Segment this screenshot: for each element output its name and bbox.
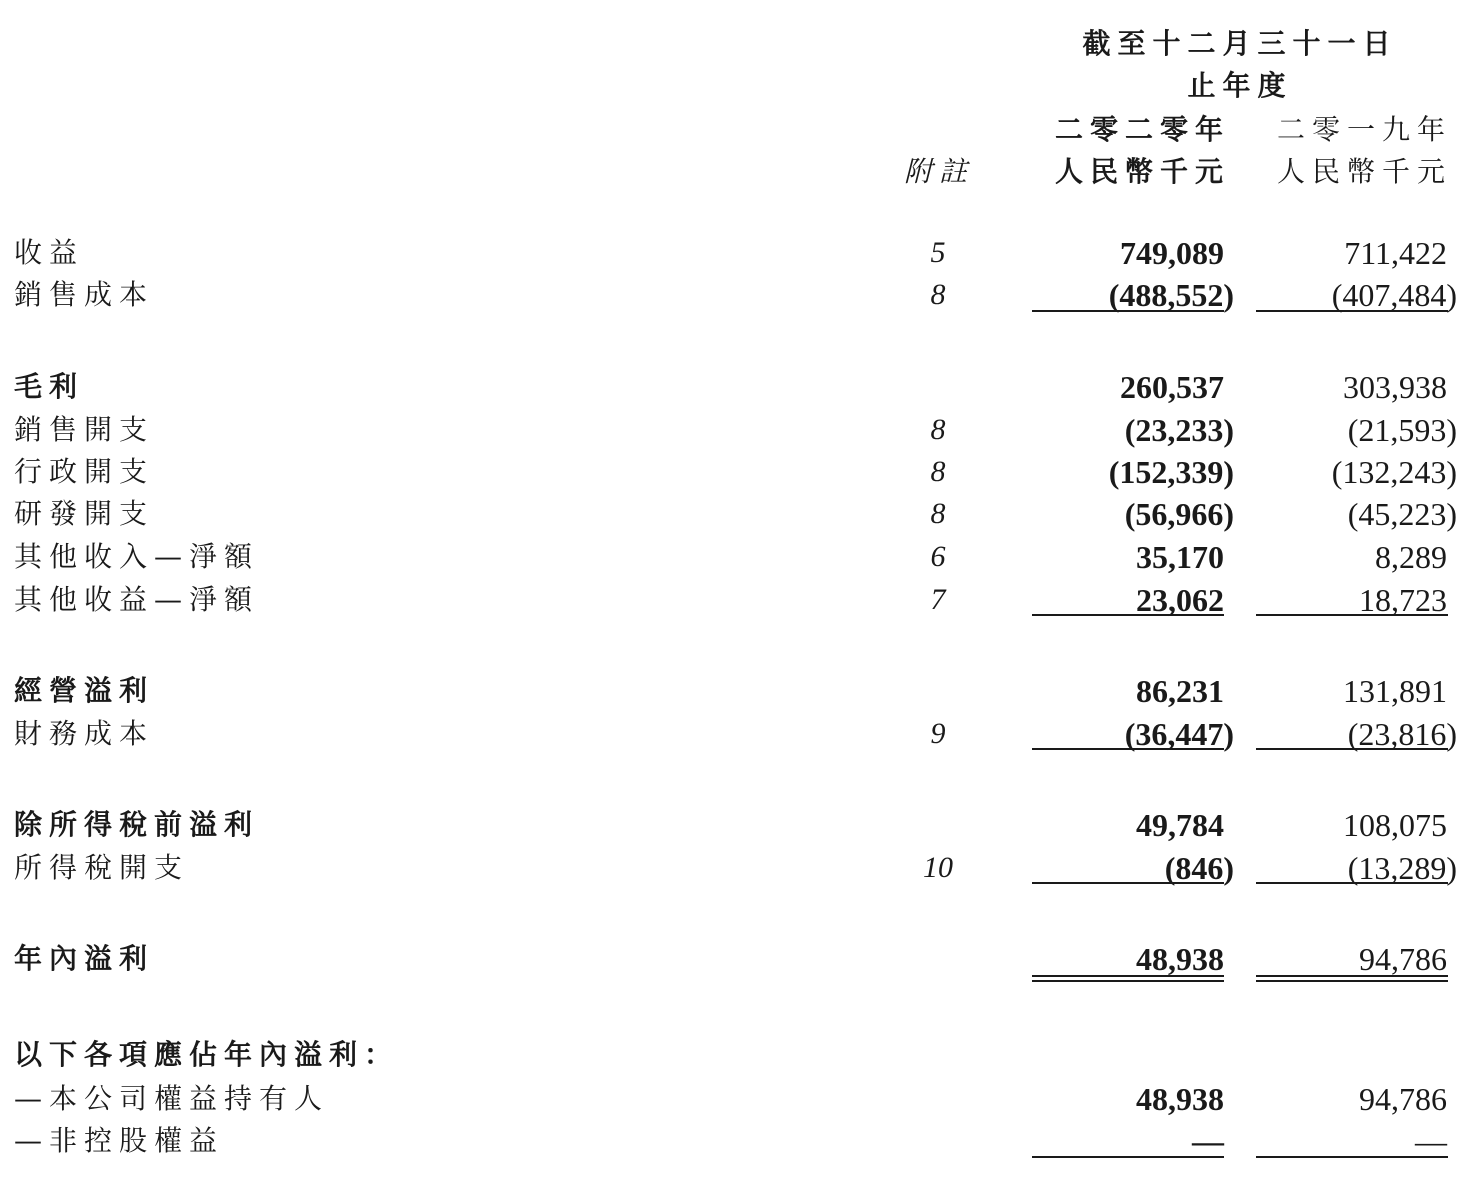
row-note: 5 (930, 236, 946, 269)
row-label: 行政開支 (14, 455, 155, 488)
row-value-2019: 94,786 (1359, 941, 1447, 977)
col-2020-year: 二零二零年 (1054, 113, 1230, 146)
row-value-2019: 711,422 (1344, 235, 1447, 271)
total-double-rule (1256, 975, 1448, 982)
row-value-2019: 303,938 (1343, 369, 1447, 405)
row-label: 收益 (14, 236, 85, 269)
row-value-2020: (56,966) (1124, 496, 1234, 532)
row-label: 除所得稅前溢利 (14, 808, 260, 841)
row-value-2019: (13,289) (1347, 850, 1457, 886)
row-label: 其他收益—淨額 (14, 583, 260, 616)
subtotal-rule (1256, 614, 1448, 616)
row-note: 8 (930, 413, 946, 446)
row-value-2020: 35,170 (1136, 539, 1224, 575)
row-value-2019: (45,223) (1347, 496, 1457, 532)
row-value-2020: 48,938 (1136, 1081, 1224, 1117)
row-note: 8 (930, 278, 946, 311)
row-value-2020: (36,447) (1124, 716, 1234, 752)
row-value-2019: 108,075 (1343, 807, 1447, 843)
period-header-line1: 截至十二月三十一日 (1082, 27, 1398, 60)
row-value-2020: 48,938 (1136, 941, 1224, 977)
row-label: 所得稅開支 (14, 851, 190, 884)
subtotal-rule (1032, 882, 1224, 884)
row-note: 8 (930, 455, 946, 488)
row-value-2020: — (1192, 1123, 1224, 1159)
row-value-2020: (488,552) (1108, 277, 1234, 313)
row-value-2019: (21,593) (1347, 412, 1457, 448)
period-header-line2: 止年度 (1187, 69, 1293, 102)
subtotal-rule (1032, 310, 1224, 312)
row-label: 經營溢利 (14, 674, 155, 707)
subtotal-rule (1256, 1156, 1448, 1158)
row-value-2020: 23,062 (1136, 582, 1224, 618)
attribution-heading: 以下各項應佔年內溢利： (14, 1038, 400, 1071)
subtotal-rule (1032, 614, 1224, 616)
row-value-2020: 749,089 (1120, 235, 1224, 271)
subtotal-rule (1256, 748, 1448, 750)
row-note: 7 (930, 583, 946, 616)
row-label: 其他收入—淨額 (14, 540, 260, 573)
subtotal-rule (1256, 310, 1448, 312)
row-label: 年內溢利 (14, 942, 155, 975)
row-value-2019: 8,289 (1375, 539, 1447, 575)
col-2020-unit: 人民幣千元 (1054, 155, 1230, 188)
row-note: 8 (930, 497, 946, 530)
subtotal-rule (1032, 1156, 1224, 1158)
col-2019-year: 二零一九年 (1276, 113, 1452, 146)
row-value-2020: 86,231 (1136, 673, 1224, 709)
row-value-2019: 131,891 (1343, 673, 1447, 709)
row-value-2019: 94,786 (1359, 1081, 1447, 1117)
row-value-2019: (23,816) (1347, 716, 1457, 752)
row-label: 銷售開支 (14, 413, 155, 446)
row-label: —非控股權益 (14, 1124, 225, 1157)
row-value-2019: 18,723 (1359, 582, 1447, 618)
row-value-2020: (23,233) (1124, 412, 1234, 448)
row-value-2020: 260,537 (1120, 369, 1224, 405)
row-note: 10 (923, 851, 953, 884)
row-value-2019: (132,243) (1331, 454, 1457, 490)
row-label: 研發開支 (14, 497, 155, 530)
col-2019-unit: 人民幣千元 (1276, 155, 1452, 188)
subtotal-rule (1032, 748, 1224, 750)
row-label: 毛利 (14, 370, 85, 403)
row-label: 財務成本 (14, 717, 155, 750)
row-value-2019: — (1415, 1123, 1447, 1159)
row-value-2019: (407,484) (1331, 277, 1457, 313)
row-value-2020: (846) (1164, 850, 1234, 886)
note-column-header: 附註 (904, 155, 975, 188)
total-double-rule (1032, 975, 1224, 982)
row-value-2020: (152,339) (1108, 454, 1234, 490)
subtotal-rule (1256, 882, 1448, 884)
row-note: 9 (930, 717, 946, 750)
row-label: —本公司權益持有人 (14, 1082, 330, 1115)
row-note: 6 (930, 540, 946, 573)
row-value-2020: 49,784 (1136, 807, 1224, 843)
row-label: 銷售成本 (14, 278, 155, 311)
